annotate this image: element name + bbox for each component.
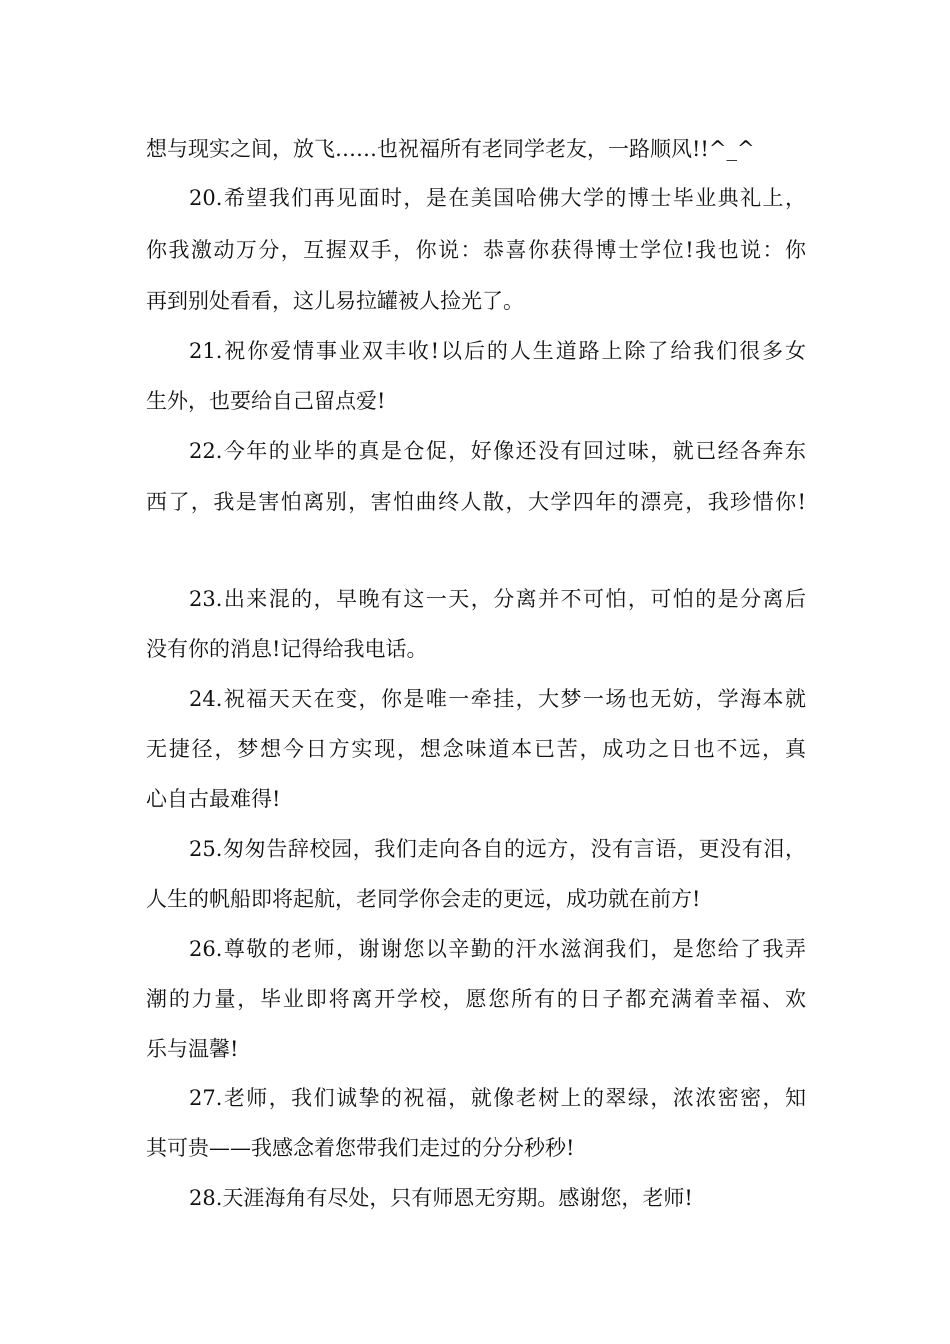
text-line: 26.尊敬的老师，谢谢您以辛勤的汗水滋润我们，是您给了我弄 <box>189 937 806 961</box>
text-line: 21.祝你爱情事业双丰收!以后的人生道路上除了给我们很多女 <box>189 339 806 363</box>
text-line: 24.祝福天天在变，你是唯一牵挂，大梦一场也无妨，学海本就 <box>189 687 806 711</box>
text-line: 28.天涯海角有尽处，只有师恩无穷期。感谢您，老师! <box>189 1186 693 1210</box>
text-line: 潮的力量，毕业即将离开学校，愿您所有的日子都充满着幸福、欢 <box>146 987 806 1011</box>
text-line: 25.匆匆告辞校园，我们走向各自的远方，没有言语，更没有泪， <box>189 837 806 861</box>
text-line: 你我激动万分，互握双手，你说：恭喜你获得博士学位!我也说：你 <box>146 238 806 262</box>
text-line: 乐与温馨! <box>146 1037 239 1061</box>
text-line: 23.出来混的，早晚有这一天，分离并不可怕，可怕的是分离后 <box>189 587 806 611</box>
text-line: 西了，我是害怕离别，害怕曲终人散，大学四年的漂亮，我珍惜你! <box>146 490 806 514</box>
text-line: 再到别处看看，这儿易拉罐被人捡光了。 <box>146 289 524 313</box>
text-line: 人生的帆船即将起航，老同学你会走的更远，成功就在前方! <box>146 887 701 911</box>
text-line: 无捷径，梦想今日方实现，想念味道本已苦，成功之日也不远，真 <box>146 737 806 761</box>
text-line: 27.老师，我们诚挚的祝福，就像老树上的翠绿，浓浓密密，知 <box>189 1086 806 1110</box>
text-line: 没有你的消息!记得给我电话。 <box>146 637 428 661</box>
text-line: 心自古最难得! <box>146 787 281 811</box>
text-line: 生外，也要给自己留点爱! <box>146 389 386 413</box>
text-line: 想与现实之间，放飞……也祝福所有老同学老友，一路顺风!!^_^ <box>146 137 755 161</box>
text-line: 22.今年的业毕的真是仓促，好像还没有回过味，就已经各奔东 <box>189 439 806 463</box>
text-line: 其可贵——我感念着您带我们走过的分分秒秒! <box>146 1136 575 1160</box>
text-line: 20.希望我们再见面时，是在美国哈佛大学的博士毕业典礼上， <box>189 186 806 210</box>
